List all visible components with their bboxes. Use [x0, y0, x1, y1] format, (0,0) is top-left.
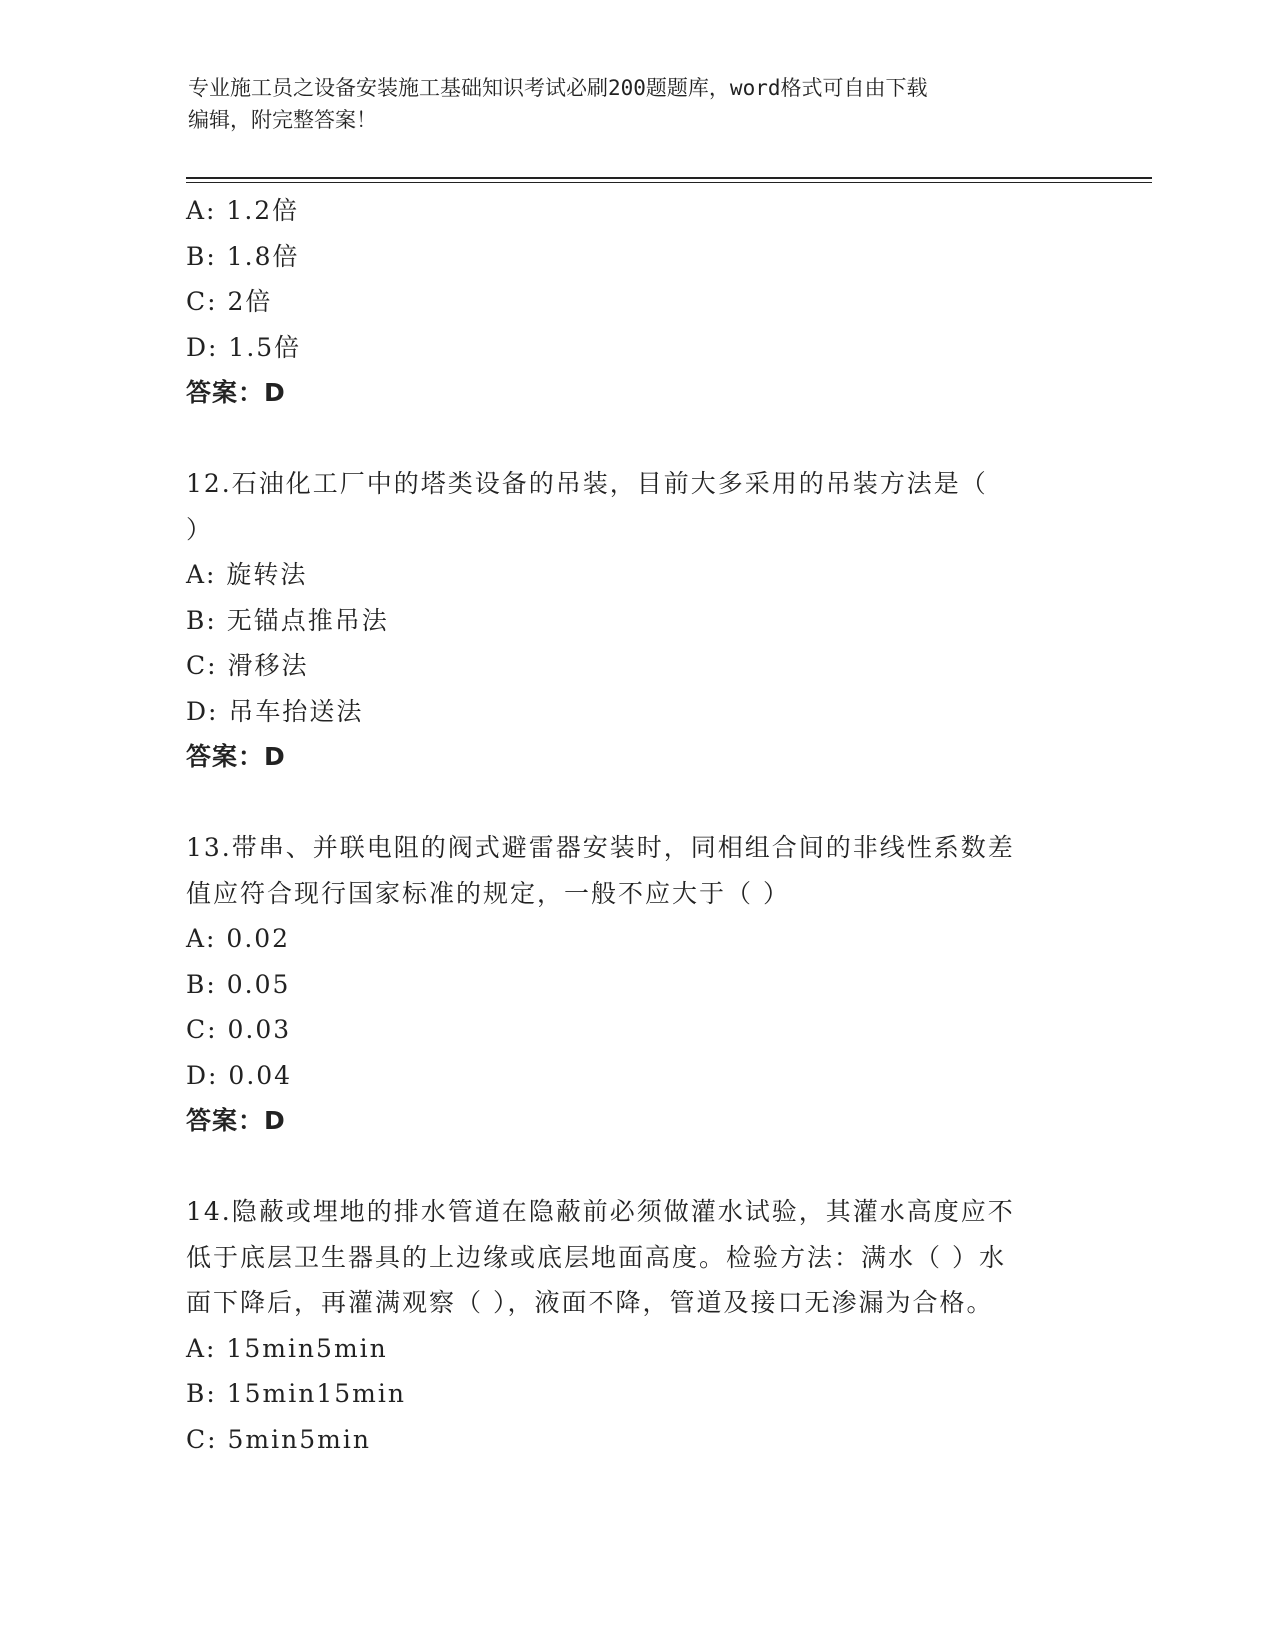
question-14 [186, 1189, 1086, 1462]
spacer [186, 416, 1086, 462]
question-text-line1: 12.石油化工厂中的塔类设备的吊装，目前大多采用的吊装方法是（ [186, 469, 988, 498]
question-text-line2: 低于底层卫生器具的上边缘或底层地面高度。检验方法：满水（ ）水 [186, 1242, 1006, 1272]
question-11 [186, 188, 1086, 416]
option-a: A: 1.2倍 [186, 196, 300, 225]
document-header [188, 72, 1088, 136]
spacer [186, 780, 1086, 826]
question-list [186, 188, 1086, 1462]
header-title-line2: 编辑，附完整答案！ [188, 108, 377, 132]
question-text-line3: 面下降后，再灌满观察（ ），液面不降，管道及接口无渗漏为合格。 [186, 1288, 994, 1317]
option-d: D: 1.5倍 [186, 332, 302, 362]
option-a: A: 15min5min [186, 1333, 388, 1363]
answer: 答案：D [186, 1106, 286, 1135]
option-d: D: 吊车抬送法 [186, 696, 364, 726]
header-title-line1: 专业施工员之设备安装施工基础知识考试必刷200题题库，word格式可自由下载 [188, 76, 928, 100]
option-b: B: 1.8倍 [186, 241, 300, 271]
header-divider-thin [186, 182, 1152, 183]
option-a: A: 旋转法 [186, 560, 308, 589]
option-c: C: 0.03 [186, 1015, 292, 1044]
spacer [186, 1144, 1086, 1190]
option-c: C: 5min5min [186, 1424, 371, 1454]
option-c: C: 2倍 [186, 287, 273, 316]
answer: 答案：D [186, 742, 286, 771]
option-a: A: 0.02 [186, 924, 291, 953]
header-divider-thick [186, 177, 1152, 179]
question-text-line1: 14.隐蔽或埋地的排水管道在隐蔽前必须做灌水试验，其灌水高度应不 [186, 1197, 1015, 1226]
answer: 答案：D [186, 378, 286, 407]
question-text-line1: 13.带串、并联电阻的阀式避雷器安装时，同相组合间的非线性系数差 [186, 833, 1015, 862]
question-text-line2: ） [186, 514, 214, 544]
question-13 [186, 825, 1086, 1144]
question-12 [186, 461, 1086, 780]
question-text-line2: 值应符合现行国家标准的规定，一般不应大于（ ） [186, 878, 790, 908]
option-c: C: 滑移法 [186, 651, 309, 680]
option-b: B: 0.05 [186, 969, 291, 999]
option-b: B: 无锚点推吊法 [186, 605, 389, 635]
option-d: D: 0.04 [186, 1060, 293, 1090]
option-b: B: 15min15min [186, 1379, 406, 1408]
